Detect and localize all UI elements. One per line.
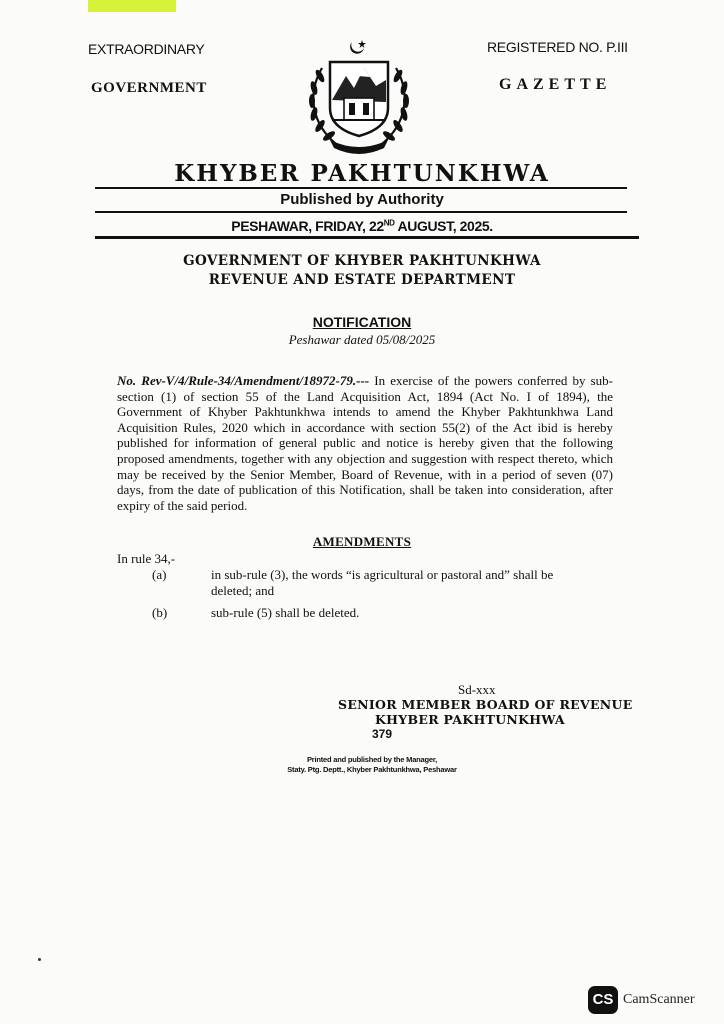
printer-line-2: Staty. Ptg. Deptt., Khyber Pakhtunkhwa, Peshawar: [287, 765, 457, 774]
masthead-rule-3: [95, 236, 639, 239]
masthead-rule-2: [95, 211, 627, 213]
department-line-1: GOVERNMENT OF KHYBER PAKHTUNKHWA: [183, 253, 541, 269]
gazette-date: PESHAWAR, FRIDAY, 22ND AUGUST, 2025.: [231, 218, 493, 234]
printer-line-1: Printed and published by the Manager,: [306, 755, 438, 764]
camscanner-logo-icon: CS: [588, 986, 618, 1014]
camscanner-watermark: CamScanner: [623, 992, 695, 1007]
signature-title-1: SENIOR MEMBER BOARD OF REVENUE: [338, 697, 633, 712]
masthead-title: KHYBER PAKHTUNKHWA: [174, 160, 550, 187]
notification-body: [117, 373, 613, 513]
printer-imprint: [230, 755, 514, 775]
amendments-intro: In rule 34,-: [117, 551, 176, 566]
notification-date: Peshawar dated 05/08/2025: [288, 332, 436, 347]
amendment-item-text: in sub-rule (3), the words “is agricultural or pastoral and” shall be deleted; and: [211, 567, 554, 598]
amendment-item-label: (b): [152, 605, 168, 620]
published-by-authority: Published by Authority: [280, 191, 444, 208]
government-emblem-icon: [300, 36, 418, 158]
scan-speck: [38, 958, 41, 961]
header-extraordinary: EXTRAORDINARY: [88, 41, 205, 57]
amendment-item-label: (a): [152, 567, 167, 582]
masthead-rule-1: [95, 187, 627, 189]
signature-sd: Sd-xxx: [458, 682, 496, 697]
amendments-heading: AMENDMENTS: [312, 534, 412, 549]
notification-heading: NOTIFICATION: [312, 314, 412, 330]
header-gazette: GAZETTE: [499, 76, 612, 93]
header-registered-no: REGISTERED NO. P.III: [487, 39, 628, 55]
department-line-2: REVENUE AND ESTATE DEPARTMENT: [208, 272, 516, 288]
amendment-item-text: sub-rule (5) shall be deleted.: [211, 605, 360, 620]
header-government: GOVERNMENT: [91, 80, 207, 96]
highlighter-mark: [88, 0, 176, 12]
page-number: 379: [372, 727, 393, 741]
signature-title-2: KHYBER PAKHTUNKHWA: [375, 712, 565, 727]
notification-reference: No. Rev-V/4/Rule-34/Amendment/18972-79.---: [117, 373, 370, 388]
notification-text: In exercise of the powers conferred by sub-section (1) of section 55 of the Land Acquisition Act, 1894 (Act No. I of 1894), the Government of Khyber Pakhtunkhwa intends to amend the Khyber Pakhtunkhwa Land Acquisition Rules, 2020 which in accordance with section 55(2) of the Act ibid is hereby published for information of general public and notice is hereby given that the following proposed amendments, together with any objection and suggestion with respect thereto, which may be received by the Senior Member, Board of Revenue, with in a period of seven (07) days, from the date of publication of this Notification, shall be taken into consideration, after expiry of the said period.: [117, 373, 614, 513]
